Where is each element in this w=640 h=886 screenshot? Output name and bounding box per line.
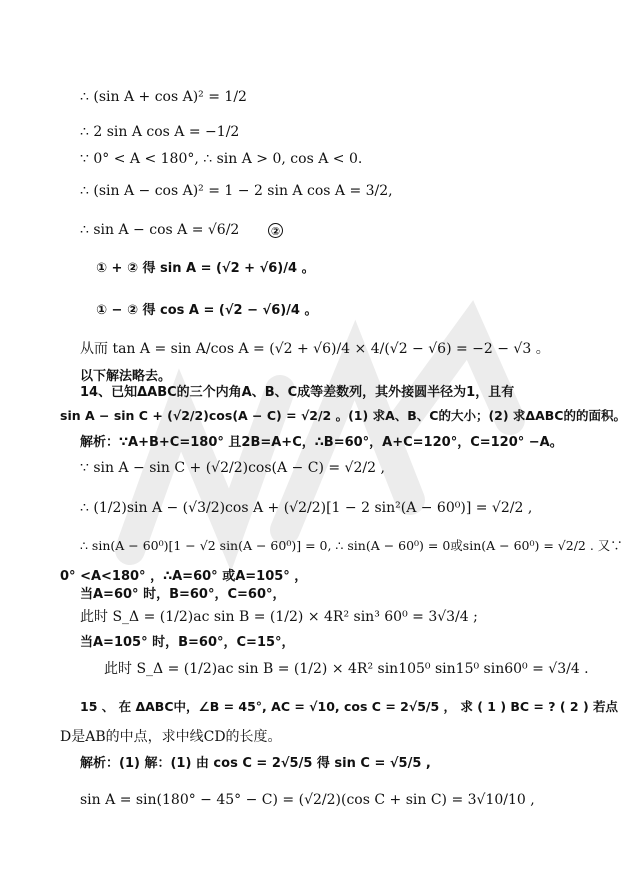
line-17: 0° <A<180° ，∴A=60° 或A=105° ， <box>60 569 308 584</box>
equation-marker-2: ② <box>268 223 283 238</box>
line-19: 此时 S_Δ = (1/2)ac sin B = (1/2) × 4R² sin³ 60⁰ = 3√3/4 ; <box>80 609 478 625</box>
line-15: ∴ (1/2)sin A − (√3/2)cos A + (√2/2)[1 − 2 sin²(A − 60⁰)] = √2/2 , <box>80 500 533 516</box>
line-16: ∴ sin(A − 60⁰)[1 − √2 sin(A − 60⁰)] = 0, ∴ sin(A − 60⁰) = 0或sin(A − 60⁰) = √2/2 . 又∵ <box>80 538 623 553</box>
problem-15-analysis: 解析：(1) 解：(1) 由 cos C = 2√5/5 得 sin C = √5/5 , <box>80 756 431 771</box>
line-8: ① − ② 得 cos A = (√2 − √6)/4 。 <box>96 303 318 318</box>
line-10: 以下解法略去。 <box>80 369 172 384</box>
line-23: D是AB的中点，求中线CD的长度。 <box>60 729 282 745</box>
line-20: 当A=105° 时，B=60°，C=15°， <box>80 635 295 650</box>
problem-14-title: 14、已知ΔABC的三个内角A、B、C成等差数列，其外接圆半径为1，且有 <box>80 385 515 400</box>
line-18: 当A=60° 时，B=60°，C=60°， <box>80 587 286 602</box>
line-4: ∴ (sin A − cos A)² = 1 − 2 sin A cos A = 3/2, <box>80 183 393 199</box>
line-9: 从而 tan A = sin A/cos A = (√2 + √6)/4 × 4/(√2 − √6) = −2 − √3 。 <box>80 341 550 357</box>
line-3: ∵ 0° < A < 180°, ∴ sin A > 0, cos A < 0. <box>80 151 363 167</box>
line-2: ∴ 2 sin A cos A = −1/2 <box>80 124 240 140</box>
line-25: sin A = sin(180° − 45° − C) = (√2/2)(cos C + sin C) = 3√10/10 , <box>80 792 535 808</box>
line-5: ∴ sin A − cos A = √6/2 <box>80 222 240 238</box>
line-7: ① + ② 得 sin A = (√2 + √6)/4 。 <box>96 261 315 276</box>
line-14: ∵ sin A − sin C + (√2/2)cos(A − C) = √2/2 , <box>80 460 385 476</box>
line-1: ∴ (sin A + cos A)² = 1/2 <box>80 89 247 105</box>
problem-15-title: 15 、 在 ΔABC中，∠B = 45°, AC = √10, cos C = 2√5/5 ， 求 ( 1 ) BC = ? ( 2 ) 若点 <box>80 699 619 714</box>
line-21: 此时 S_Δ = (1/2)ac sin B = (1/2) × 4R² sin105⁰ sin15⁰ sin60⁰ = √3/4 . <box>104 661 589 677</box>
problem-14-statement: sin A − sin C + (√2/2)cos(A − C) = √2/2 。(1) 求A、B、C的大小；(2) 求ΔABC的的面积。 <box>60 408 626 423</box>
problem-14-analysis: 解析：∵A+B+C=180° 且2B=A+C，∴B=60°，A+C=120°，C=120° −A。 <box>80 435 563 450</box>
